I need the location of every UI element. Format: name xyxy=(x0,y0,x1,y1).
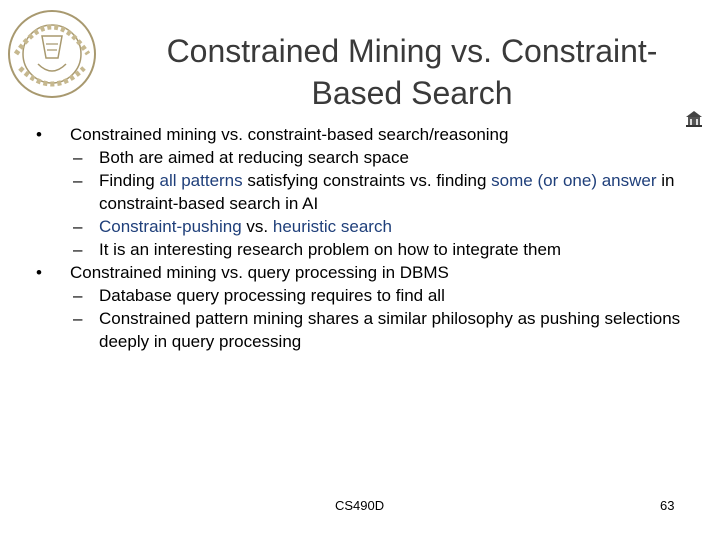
sub-bullet-item xyxy=(36,284,706,307)
bullet-item xyxy=(36,123,706,146)
sub-bullet-text: Constrained pattern mining shares a similar philosophy as pushing selections deeply in query processing xyxy=(99,309,681,351)
slide-title-line2: Based Search xyxy=(311,75,513,111)
sub-bullet-dash: – xyxy=(73,217,83,236)
sub-bullet-dash: – xyxy=(73,148,83,167)
sub-bullet-dash: – xyxy=(73,171,83,190)
sub-bullet-text: It is an interesting research problem on how to integrate them xyxy=(99,240,562,259)
page-number: 63 xyxy=(660,498,675,513)
sub-bullet-text: satisfying constraints vs. finding xyxy=(242,171,492,190)
sub-bullet-text: in constraint-based search in AI xyxy=(99,171,675,213)
slide-title xyxy=(112,30,712,114)
sub-bullet-item xyxy=(36,307,706,353)
sub-bullet-text: Database query processing requires to find all xyxy=(99,286,445,305)
sub-bullet-item xyxy=(36,215,706,238)
bullet-mark: • xyxy=(36,125,42,144)
bullet-text: Constrained mining vs. query processing in DBMS xyxy=(70,263,449,282)
footer-course-label: CS490D xyxy=(335,498,385,513)
highlighted-text: all patterns xyxy=(159,171,243,190)
bullet-item xyxy=(36,261,706,284)
sub-bullet-dash: – xyxy=(73,240,83,259)
highlighted-text: some (or one) answer xyxy=(491,171,657,190)
sub-bullet-text: Finding xyxy=(99,171,160,190)
slide-title-line1: Constrained Mining vs. Constraint- xyxy=(166,33,658,69)
highlighted-text: Constraint-pushing xyxy=(99,217,242,236)
sub-bullet-dash: – xyxy=(73,309,83,328)
sub-bullet-text: vs. xyxy=(241,217,273,236)
slide-body xyxy=(36,123,706,353)
bullet-mark: • xyxy=(36,263,42,282)
sub-bullet-item xyxy=(36,169,706,215)
highlighted-text: heuristic search xyxy=(272,217,392,236)
sub-bullet-item xyxy=(36,238,706,261)
sub-bullet-text: Both are aimed at reducing search space xyxy=(99,148,409,167)
sub-bullet-dash: – xyxy=(73,286,83,305)
bullet-text: Constrained mining vs. constraint-based search/reasoning xyxy=(70,125,509,144)
university-seal-logo xyxy=(6,8,98,100)
sub-bullet-item xyxy=(36,146,706,169)
